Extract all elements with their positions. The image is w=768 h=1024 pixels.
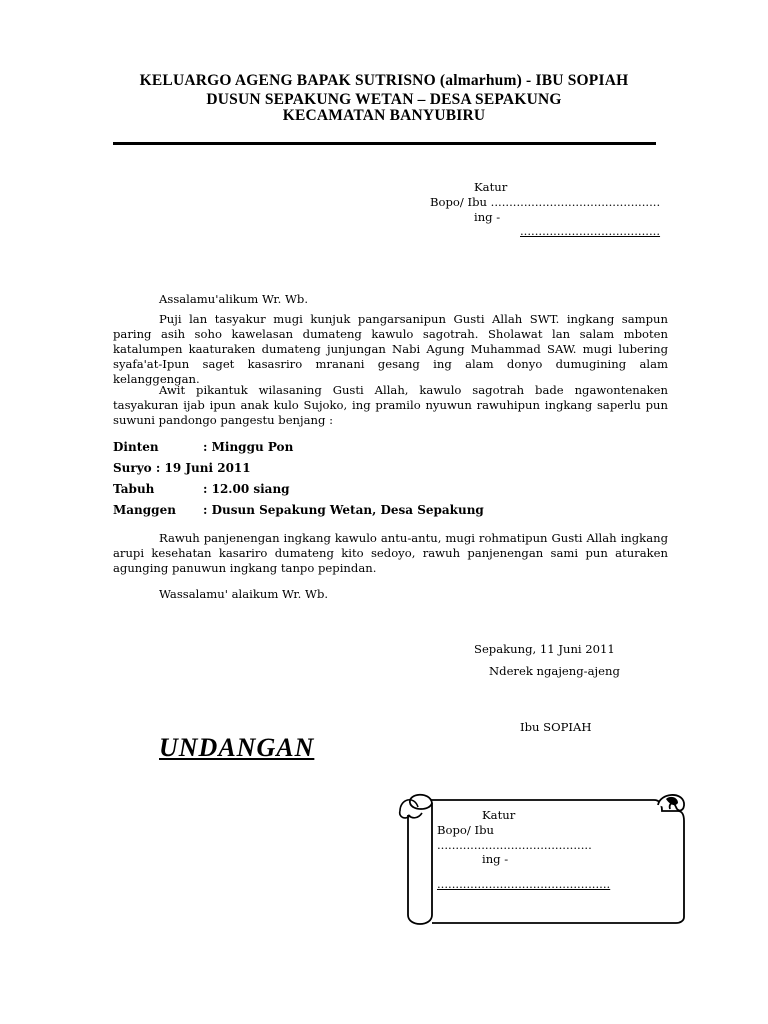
letterhead-line-village: DUSUN SEPAKUNG WETAN – DESA SEPAKUNG	[206, 91, 562, 108]
paragraph-opening: Puji lan tasyakur mugi kunjuk pangarsanipun Gusti Allah SWT. ingkang sampun paring asih soho kawelasan dumateng kawulo sagotrah. Sholawat lan salam mboten katalumpen kaaturaken dumateng junjungan Nabi Agung Muhammad SAW. mugi lubering syafa'at-Ipun saget kasasriro mranani gesang ing alam donyo dumugining alam kelanggengan.	[113, 312, 668, 386]
letterhead-line-district: KECAMATAN BANYUBIRU	[282, 107, 486, 124]
signatory-name: Ibu SOPIAH	[520, 720, 592, 734]
greeting: Assalamu'alikum Wr. Wb.	[159, 292, 309, 306]
manggen-value: : Dusun Sepakung Wetan, Desa Sepakung	[203, 503, 484, 517]
bopo-ibu-line: Bopo/ Ibu ..............................................	[430, 195, 661, 209]
dinten-value: : Minggu Pon	[203, 440, 294, 454]
paragraph-announcement: Awit pikantuk wilasaning Gusti Allah, kawulo sagotrah bade ngawontenaken tasyakuran ijab ipun anak kulo Sujoko, ing pramilo nyuwun rawuhipun ingkang saperlu pun suwuni pandongo pangestu benjang :	[113, 383, 668, 427]
dinten-label: Dinten	[113, 440, 159, 454]
scroll-dots-line: ..........................................	[437, 838, 592, 852]
scroll-frame-icon	[396, 785, 696, 935]
scroll-ing-label: ing -	[482, 852, 509, 866]
scroll-katur-label: Katur	[482, 808, 516, 822]
letterhead-line-family: KELUARGO AGENG BAPAK SUTRISNO (almarhum) - IBU SOPIAH	[139, 72, 629, 89]
closing-salam: Wassalamu' alaikum Wr. Wb.	[159, 587, 329, 601]
undangan-title: UNDANGAN	[159, 733, 315, 762]
scroll-address-line: ...............................................	[437, 877, 611, 891]
nderek-line: Nderek ngajeng-ajeng	[489, 664, 620, 678]
place-date: Sepakung, 11 Juni 2011	[474, 642, 615, 656]
ing-label: ing -	[474, 210, 501, 224]
paragraph-closing-request: Rawuh panjenengan ingkang kawulo antu-antu, mugi rohmatipun Gusti Allah ingkang arupi kesehatan kasariro dumateng kito sedoyo, rawuh panjenengan sami pun aturaken agunging panuwun ingkang tanpo pepindan.	[113, 531, 668, 575]
scroll-bopo-ibu-label: Bopo/ Ibu	[437, 823, 494, 837]
katur-label: Katur	[474, 180, 508, 194]
suryo-line: Suryo : 19 Juni 2011	[113, 461, 251, 475]
address-line: ......................................	[520, 224, 661, 238]
tabuh-value: : 12.00 siang	[203, 482, 290, 496]
tabuh-label: Tabuh	[113, 482, 155, 496]
letterhead-rule	[113, 142, 656, 145]
manggen-label: Manggen	[113, 503, 176, 517]
